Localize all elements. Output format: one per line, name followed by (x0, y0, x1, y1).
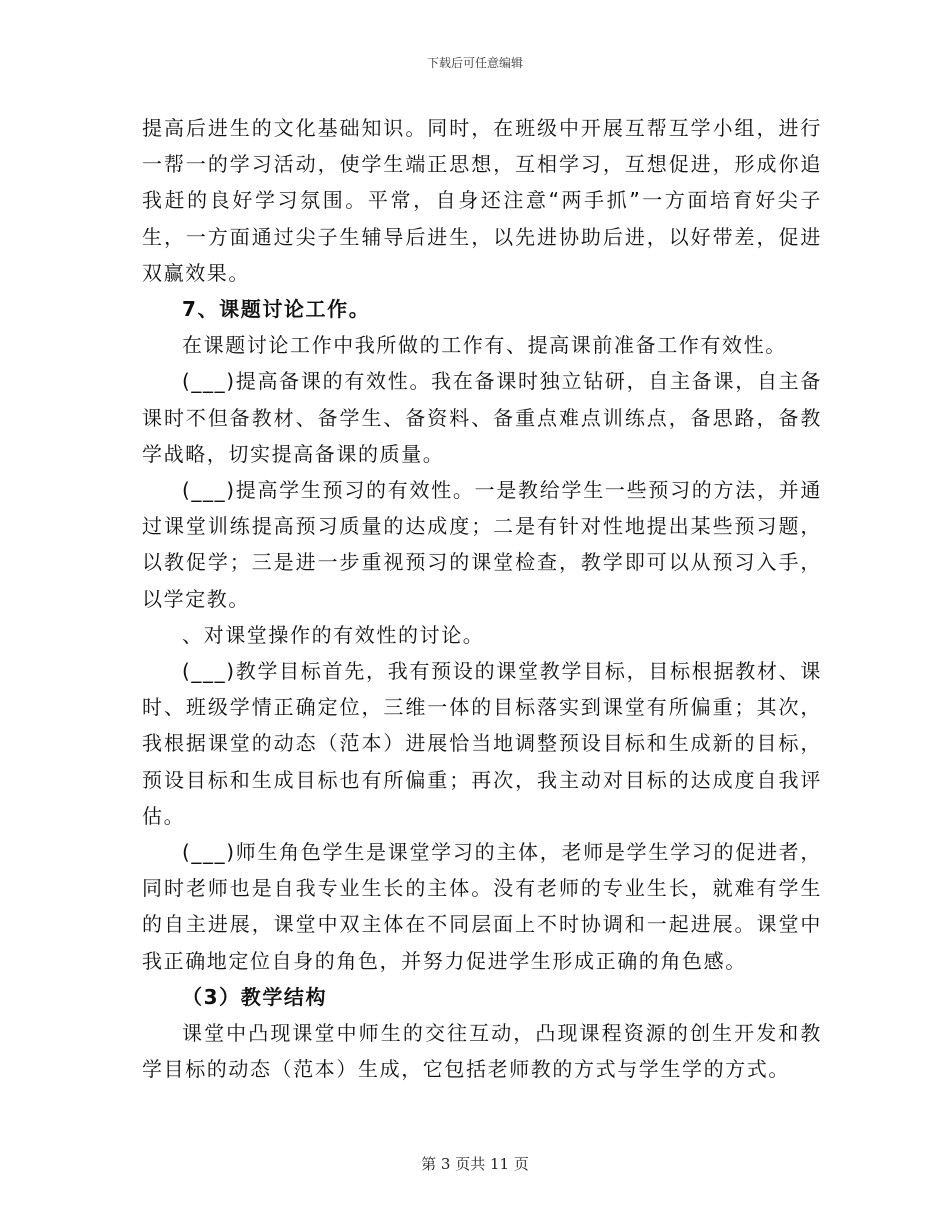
paragraph-teaching-goals: (___)教学目标首先，我有预设的课堂教学目标，目标根据教材、课时、班级学情正确定位，三维一体的目标落实到课堂有所偏重；其次，我根据课堂的动态（范本）进展恰当地调整预设目标和生成新的目标，预设目标和生成目标也有所偏重；再次，我主动对目标的达成度自我评估。 (142, 659, 822, 828)
page-number: 第 3 页共 11 页 (421, 1155, 529, 1173)
paragraph-lesson-prep: (___)提高备课的有效性。我在备课时独立钻研，自主备课，自主备课时不但备教材、备学生、备资料、备重点难点训练点，备思路，备教学战略，切实提高备课的质量。 (142, 369, 822, 466)
paragraph-teaching-structure: 课堂中凸现课堂中师生的交往互动，凸现课程资源的创生开发和教学目标的动态（范本）生成，它包括老师教的方式与学生学的方式。 (142, 1021, 822, 1082)
document-body (142, 110, 822, 1087)
page-header-note: 下载后可任意编辑 (426, 56, 523, 70)
section-heading-teaching-structure: （3）教学结构 (182, 984, 328, 1009)
paragraph-roles: (___)师生角色学生是课堂学习的主体，老师是学生学习的促进者，同时老师也是自我专业生长的主体。没有老师的专业生长，就难有学生的自主进展，课堂中双主体在不同层面上不时协调和一起进展。课堂中我正确地定位自身的角色，并努力促进学生形成正确的角色感。 (142, 840, 822, 973)
section-heading-7: 7、课题讨论工作。 (182, 297, 371, 322)
paragraph-research-intro: 在课题讨论工作中我所做的工作有、提高课前准备工作有效性。 (182, 333, 787, 358)
paragraph-continuation: 提高后进生的文化基础知识。同时，在班级中开展互帮互学小组，进行一帮一的学习活动，使学生端正思想，互相学习，互想促进，形成你追我赶的良好学习氛围。平常，自身还注意“两手抓”一方面培育好尖子生，一方面通过尖子生辅导后进生，以先进协助后进，以好带差，促进双赢效果。 (142, 116, 822, 285)
paragraph-classroom-operation: 、对课堂操作的有效性的讨论。 (182, 622, 485, 647)
paragraph-preview: (___)提高学生预习的有效性。一是教给学生一些预习的方法，并通过课堂训练提高预习质量的达成度；二是有针对性地提出某些预习题，以教促学；三是进一步重视预习的课堂检查，教学即可以从预习入手，以学定教。 (142, 478, 822, 611)
